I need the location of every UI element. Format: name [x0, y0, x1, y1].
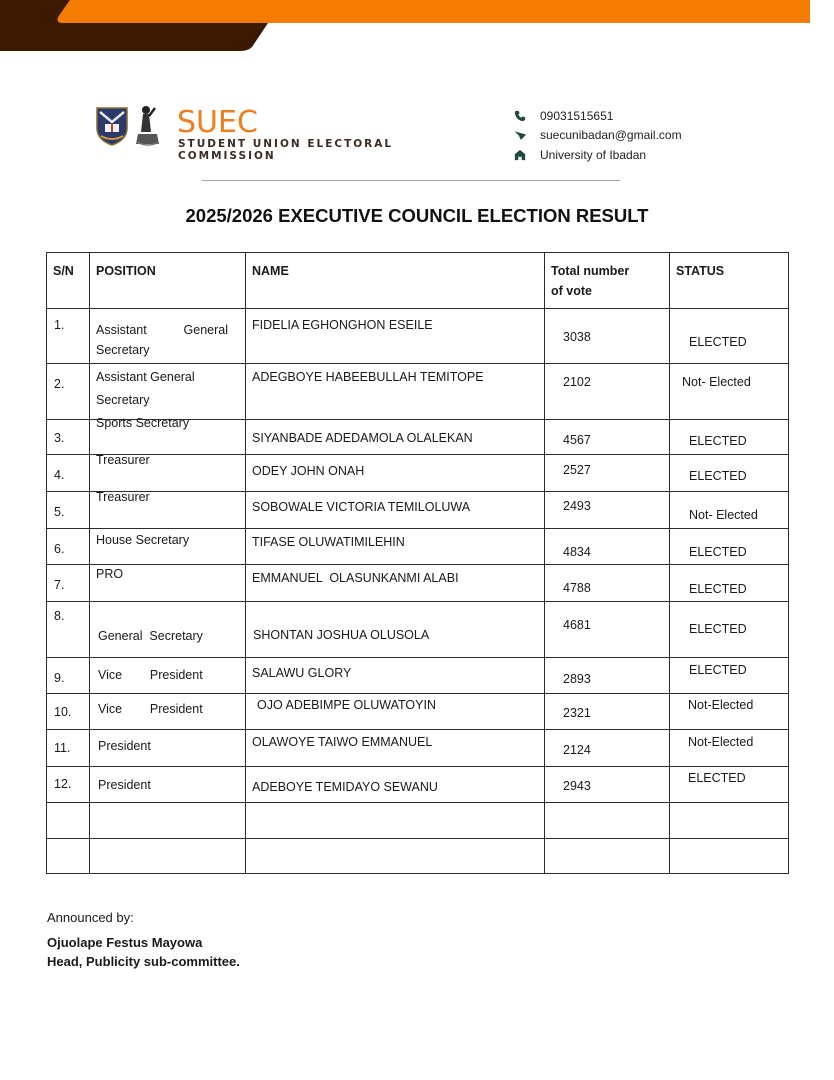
contact-phone [512, 106, 682, 126]
cell-status: Not-Elected [670, 694, 789, 730]
cell-sn: 11. [47, 730, 90, 767]
cell-sn [47, 839, 90, 874]
cell-position: House Secretary [90, 529, 246, 565]
org-full-name-line2: COMMISSION [178, 150, 276, 162]
column-header-votes-line1: Total number [551, 264, 630, 278]
announced-by-label: Announced by: [47, 910, 134, 925]
address-text: University of Ibadan [540, 147, 647, 162]
cell-votes: 2321 [545, 694, 670, 730]
cell-status: ELECTED [670, 455, 789, 492]
contact-address [512, 145, 682, 165]
cell-status: ELECTED [670, 658, 789, 694]
university-crest-icon [95, 106, 129, 146]
contact-info [512, 106, 682, 165]
cell-sn: 7. [47, 565, 90, 602]
banner-orange-band [58, 0, 811, 23]
column-header-sn: S/N [47, 253, 90, 309]
cell-status [670, 839, 789, 874]
cell-sn: 8. [47, 602, 90, 658]
cell-status: ELECTED [670, 309, 789, 364]
cell-name: SIYANBADE ADEDAMOLA OLALEKAN [246, 420, 545, 455]
cell-votes: 4681 [545, 602, 670, 658]
cell-votes [545, 839, 670, 874]
announcement-footer [47, 910, 240, 971]
cell-sn: 9. [47, 658, 90, 694]
table-row [47, 364, 789, 420]
cell-name [246, 803, 545, 839]
cell-status: Not-Elected [670, 730, 789, 767]
cell-position: Vice President [90, 694, 246, 730]
cell-sn: 3. [47, 420, 90, 455]
cell-votes: 2527 [545, 455, 670, 492]
table-row [47, 309, 789, 364]
send-mail-icon [512, 128, 528, 142]
cell-votes: 2124 [545, 730, 670, 767]
cell-status: ELECTED [670, 602, 789, 658]
cell-status: ELECTED [670, 529, 789, 565]
home-icon [512, 148, 528, 162]
cell-sn: 1. [47, 309, 90, 364]
contact-email [512, 126, 682, 146]
cell-position [90, 839, 246, 874]
email-address: suecunibadan@gmail.com [540, 128, 682, 143]
cell-votes: 2943 [545, 767, 670, 803]
cell-name: OJO ADEBIMPE OLUWATOYIN [246, 694, 545, 730]
cell-status: ELECTED [670, 420, 789, 455]
phone-icon [512, 109, 528, 123]
announcer-role: Head, Publicity sub-committee. [47, 954, 240, 969]
header-banner [0, 0, 834, 52]
table-row [47, 767, 789, 803]
cell-position: PRO [90, 565, 246, 602]
table-row-empty [47, 803, 789, 839]
cell-status [670, 803, 789, 839]
cell-position: Assistant General Secretary [90, 364, 246, 420]
cell-status: ELECTED [670, 565, 789, 602]
cell-position: Treasurer [90, 455, 246, 492]
cell-name: SHONTAN JOSHUA OLUSOLA [246, 602, 545, 658]
column-header-votes [545, 253, 670, 309]
column-header-name: NAME [246, 253, 545, 309]
cell-votes: 4788 [545, 565, 670, 602]
table-row [47, 420, 789, 455]
cell-position: Treasurer [90, 492, 246, 529]
table-row [47, 455, 789, 492]
cell-name: OLAWOYE TAIWO EMMANUEL [246, 730, 545, 767]
cell-position [90, 803, 246, 839]
cell-name: EMMANUEL OLASUNKANMI ALABI [246, 565, 545, 602]
cell-position: President [90, 730, 246, 767]
cell-status: Not- Elected [670, 492, 789, 529]
election-results-table [46, 252, 789, 874]
cell-position: Assistant General Secretary [90, 309, 246, 364]
table-row [47, 694, 789, 730]
cell-sn [47, 803, 90, 839]
cell-position: Vice President [90, 658, 246, 694]
cell-sn: 12. [47, 767, 90, 803]
column-header-position: POSITION [90, 253, 246, 309]
cell-name: ADEGBOYE HABEEBULLAH TEMITOPE [246, 364, 545, 420]
cell-sn: 5. [47, 492, 90, 529]
org-short-name: SUEC [177, 105, 258, 140]
cell-sn: 10. [47, 694, 90, 730]
cell-name: FIDELIA EGHONGHON ESEILE [246, 309, 545, 364]
cell-name: ADEBOYE TEMIDAYO SEWANU [246, 767, 545, 803]
cell-name: TIFASE OLUWATIMILEHIN [246, 529, 545, 565]
column-header-status: STATUS [670, 253, 789, 309]
table-row-empty [47, 839, 789, 874]
cell-votes: 2102 [545, 364, 670, 420]
cell-position: Sports Secretary [90, 420, 246, 455]
org-full-name [178, 138, 393, 162]
table-row [47, 730, 789, 767]
cell-sn: 4. [47, 455, 90, 492]
cell-sn: 6. [47, 529, 90, 565]
cell-sn: 2. [47, 364, 90, 420]
table-row [47, 602, 789, 658]
announcer-name: Ojuolape Festus Mayowa [47, 935, 203, 950]
cell-status: ELECTED [670, 767, 789, 803]
table-row [47, 565, 789, 602]
table-header-row [47, 253, 789, 309]
statue-emblem-icon [135, 104, 161, 148]
cell-votes: 3038 [545, 309, 670, 364]
cell-name [246, 839, 545, 874]
column-header-votes-line2: of vote [551, 284, 592, 298]
header-divider [202, 180, 620, 181]
phone-number: 09031515651 [540, 108, 614, 123]
cell-votes: 4567 [545, 420, 670, 455]
cell-votes [545, 803, 670, 839]
table-row [47, 492, 789, 529]
cell-votes: 4834 [545, 529, 670, 565]
org-full-name-line1: STUDENT UNION ELECTORAL [178, 138, 394, 150]
cell-position: President [90, 767, 246, 803]
suec-logo [95, 104, 395, 164]
cell-status: Not- Elected [670, 364, 789, 420]
cell-votes: 2893 [545, 658, 670, 694]
cell-name: SALAWU GLORY [246, 658, 545, 694]
table-row [47, 658, 789, 694]
cell-votes: 2493 [545, 492, 670, 529]
cell-name: ODEY JOHN ONAH [246, 455, 545, 492]
document-title: 2025/2026 EXECUTIVE COUNCIL ELECTION RESULT [185, 205, 649, 226]
cell-name: SOBOWALE VICTORIA TEMILOLUWA [246, 492, 545, 529]
table-row [47, 529, 789, 565]
cell-position: General Secretary [90, 602, 246, 658]
